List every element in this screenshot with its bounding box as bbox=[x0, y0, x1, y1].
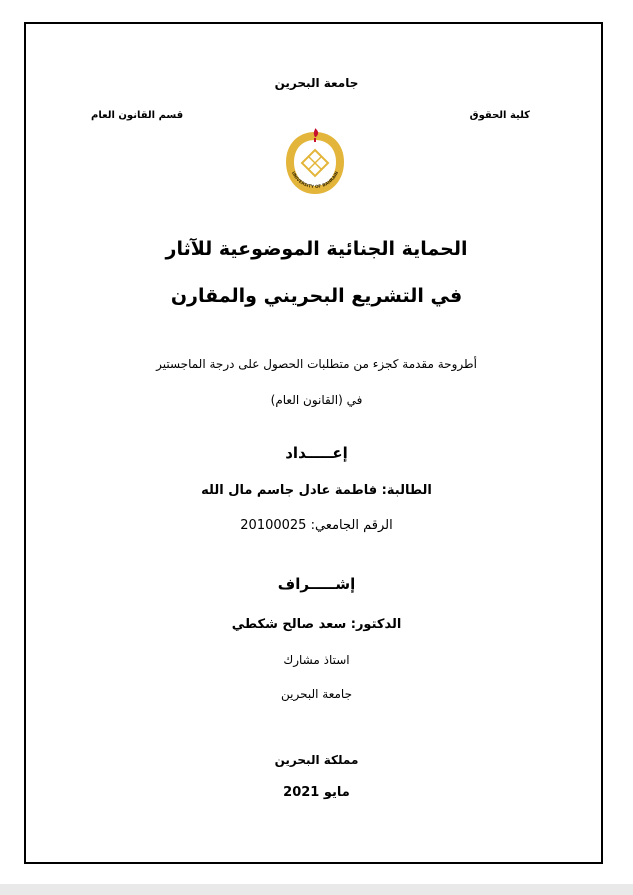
supervision-heading: إشـــــراف bbox=[277, 575, 356, 593]
student-name: الطالبة: فاطمة عادل جاسم مال الله bbox=[201, 483, 432, 498]
supervisor-university: جامعة البحرين bbox=[281, 687, 352, 701]
university-name-header: جامعة البحرين bbox=[274, 76, 359, 90]
university-logo bbox=[280, 128, 350, 198]
page-bottom-gutter bbox=[0, 884, 633, 895]
department-name: قسم القانون العام bbox=[91, 110, 184, 121]
student-id: الرقم الجامعي: 20100025 bbox=[240, 518, 393, 533]
logo-text: UNIVERSITY OF BAHRAIN bbox=[290, 170, 340, 190]
thesis-title-line-2: في التشريع البحريني والمقارن bbox=[170, 285, 463, 307]
prepared-by-heading: إعـــــداد bbox=[285, 444, 348, 462]
country-name: مملكة البحرين bbox=[274, 753, 359, 767]
supervisor-name: الدكتور: سعد صالح شكطي bbox=[231, 617, 402, 632]
submission-date: مايو 2021 bbox=[283, 785, 350, 800]
supervisor-rank: استاذ مشارك bbox=[283, 653, 350, 667]
thesis-field: في (القانون العام) bbox=[270, 393, 363, 407]
faculty-name: كلية الحقوق bbox=[469, 110, 530, 121]
thesis-title-line-1: الحماية الجنائية الموضوعية للآثار bbox=[165, 238, 468, 260]
thesis-statement: أطروحة مقدمة كجزء من متطلبات الحصول على درجة الماجستير bbox=[156, 357, 477, 371]
